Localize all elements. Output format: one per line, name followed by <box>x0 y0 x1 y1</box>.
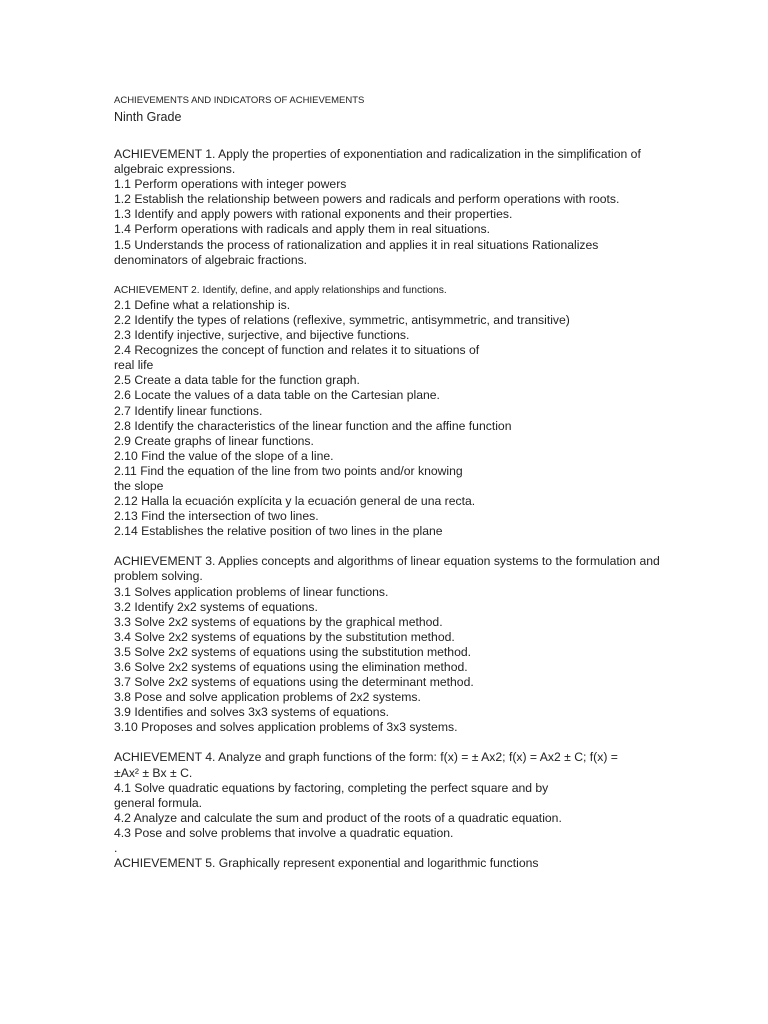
indicator-3-6: 3.6 Solve 2x2 systems of equations using the elimination method. <box>114 660 468 674</box>
achievement-4-section <box>114 750 674 871</box>
achievement-2-heading: ACHIEVEMENT 2. Identify, define, and apply relationships and functions. <box>114 284 447 296</box>
achievement-3-section <box>114 554 674 735</box>
indicator-2-4: 2.4 Recognizes the concept of function and relates it to situations of <box>114 343 480 358</box>
indicator-2-4-cont: real life <box>114 358 154 373</box>
indicator-4-2: 4.2 Analyze and calculate the sum and product of the roots of a quadratic equation. <box>114 810 562 825</box>
indicator-1-2: 1.2 Establish the relationship between powers and radicals and perform operations with roots. <box>114 192 620 207</box>
indicator-2-11: 2.11 Find the equation of the line from two points and/or knowing <box>114 463 463 478</box>
indicator-2-9: 2.9 Create graphs of linear functions. <box>114 433 314 448</box>
indicator-3-7: 3.7 Solve 2x2 systems of equations using the determinant method. <box>114 675 474 690</box>
indicator-2-7: 2.7 Identify linear functions. <box>114 403 263 418</box>
indicator-4-1-cont: general formula. <box>114 795 203 810</box>
indicator-3-10: 3.10 Proposes and solves application problems of 3x3 systems. <box>114 720 458 735</box>
grade-title: Ninth Grade <box>114 110 182 124</box>
indicator-2-5: 2.5 Create a data table for the function graph. <box>114 373 360 388</box>
indicator-4-3: 4.3 Pose and solve problems that involve a quadratic equation. <box>114 825 454 840</box>
achievement-3-heading: ACHIEVEMENT 3. Applies concepts and algorithms of linear equation systems to the formulation and <box>114 554 660 569</box>
indicator-3-4: 3.4 Solve 2x2 systems of equations by the substitution method. <box>114 629 455 644</box>
achievement-1-heading: ACHIEVEMENT 1. Apply the properties of exponentiation and radicalization in the simplification of <box>114 147 641 161</box>
indicator-2-10: 2.10 Find the value of the slope of a line. <box>114 448 334 463</box>
indicator-1-5-cont: denominators of algebraic fractions. <box>114 252 308 267</box>
indicator-3-9: 3.9 Identifies and solves 3x3 systems of equations. <box>114 705 390 720</box>
indicator-2-1: 2.1 Define what a relationship is. <box>114 297 291 312</box>
indicator-2-13: 2.13 Find the intersection of two lines. <box>114 509 319 524</box>
indicator-2-3: 2.3 Identify injective, surjective, and bijective functions. <box>114 328 410 343</box>
indicator-2-11-cont: the slope <box>114 478 164 493</box>
indicator-3-8: 3.8 Pose and solve application problems of 2x2 systems. <box>114 690 421 705</box>
indicator-3-1: 3.1 Solves application problems of linear functions. <box>114 584 389 599</box>
document-title: ACHIEVEMENTS AND INDICATORS OF ACHIEVEMENTS <box>114 95 365 106</box>
achievement-1-section <box>114 147 674 268</box>
indicator-2-14: 2.14 Establishes the relative position of two lines in the plane <box>114 524 443 539</box>
indicator-3-5: 3.5 Solve 2x2 systems of equations using the substitution method. <box>114 644 472 659</box>
document-page <box>114 94 674 871</box>
indicator-2-8: 2.8 Identify the characteristics of the linear function and the affine function <box>114 418 512 433</box>
achievement-4-heading-cont: ±Ax² ± Bx ± C. <box>114 765 193 780</box>
indicator-3-3: 3.3 Solve 2x2 systems of equations by the graphical method. <box>114 614 443 629</box>
achievement-1-heading-cont: algebraic expressions. <box>114 162 236 177</box>
separator-dot: . <box>114 841 118 856</box>
achievement-4-heading: ACHIEVEMENT 4. Analyze and graph functions of the form: f(x) = ± Ax2; f(x) = Ax2 ± C; f(x) = <box>114 750 618 765</box>
indicator-1-3: 1.3 Identify and apply powers with rational exponents and their properties. <box>114 207 513 222</box>
indicator-1-1: 1.1 Perform operations with integer powers <box>114 177 347 192</box>
indicator-1-4: 1.4 Perform operations with radicals and apply them in real situations. <box>114 222 490 237</box>
indicator-2-2: 2.2 Identify the types of relations (reflexive, symmetric, antisymmetric, and transitive) <box>114 312 570 327</box>
indicator-2-6: 2.6 Locate the values of a data table on the Cartesian plane. <box>114 388 440 403</box>
indicator-1-5: 1.5 Understands the process of rationalization and applies it in real situations Rationalizes <box>114 237 599 252</box>
achievement-3-heading-cont: problem solving. <box>114 569 203 584</box>
achievement-5-heading: ACHIEVEMENT 5. Graphically represent exponential and logarithmic functions <box>114 856 539 871</box>
indicator-2-12: 2.12 Halla la ecuación explícita y la ecuación general de una recta. <box>114 494 476 509</box>
indicator-4-1: 4.1 Solve quadratic equations by factoring, completing the perfect square and by <box>114 780 549 795</box>
achievement-2-section <box>114 283 674 540</box>
indicator-3-2: 3.2 Identify 2x2 systems of equations. <box>114 599 318 614</box>
